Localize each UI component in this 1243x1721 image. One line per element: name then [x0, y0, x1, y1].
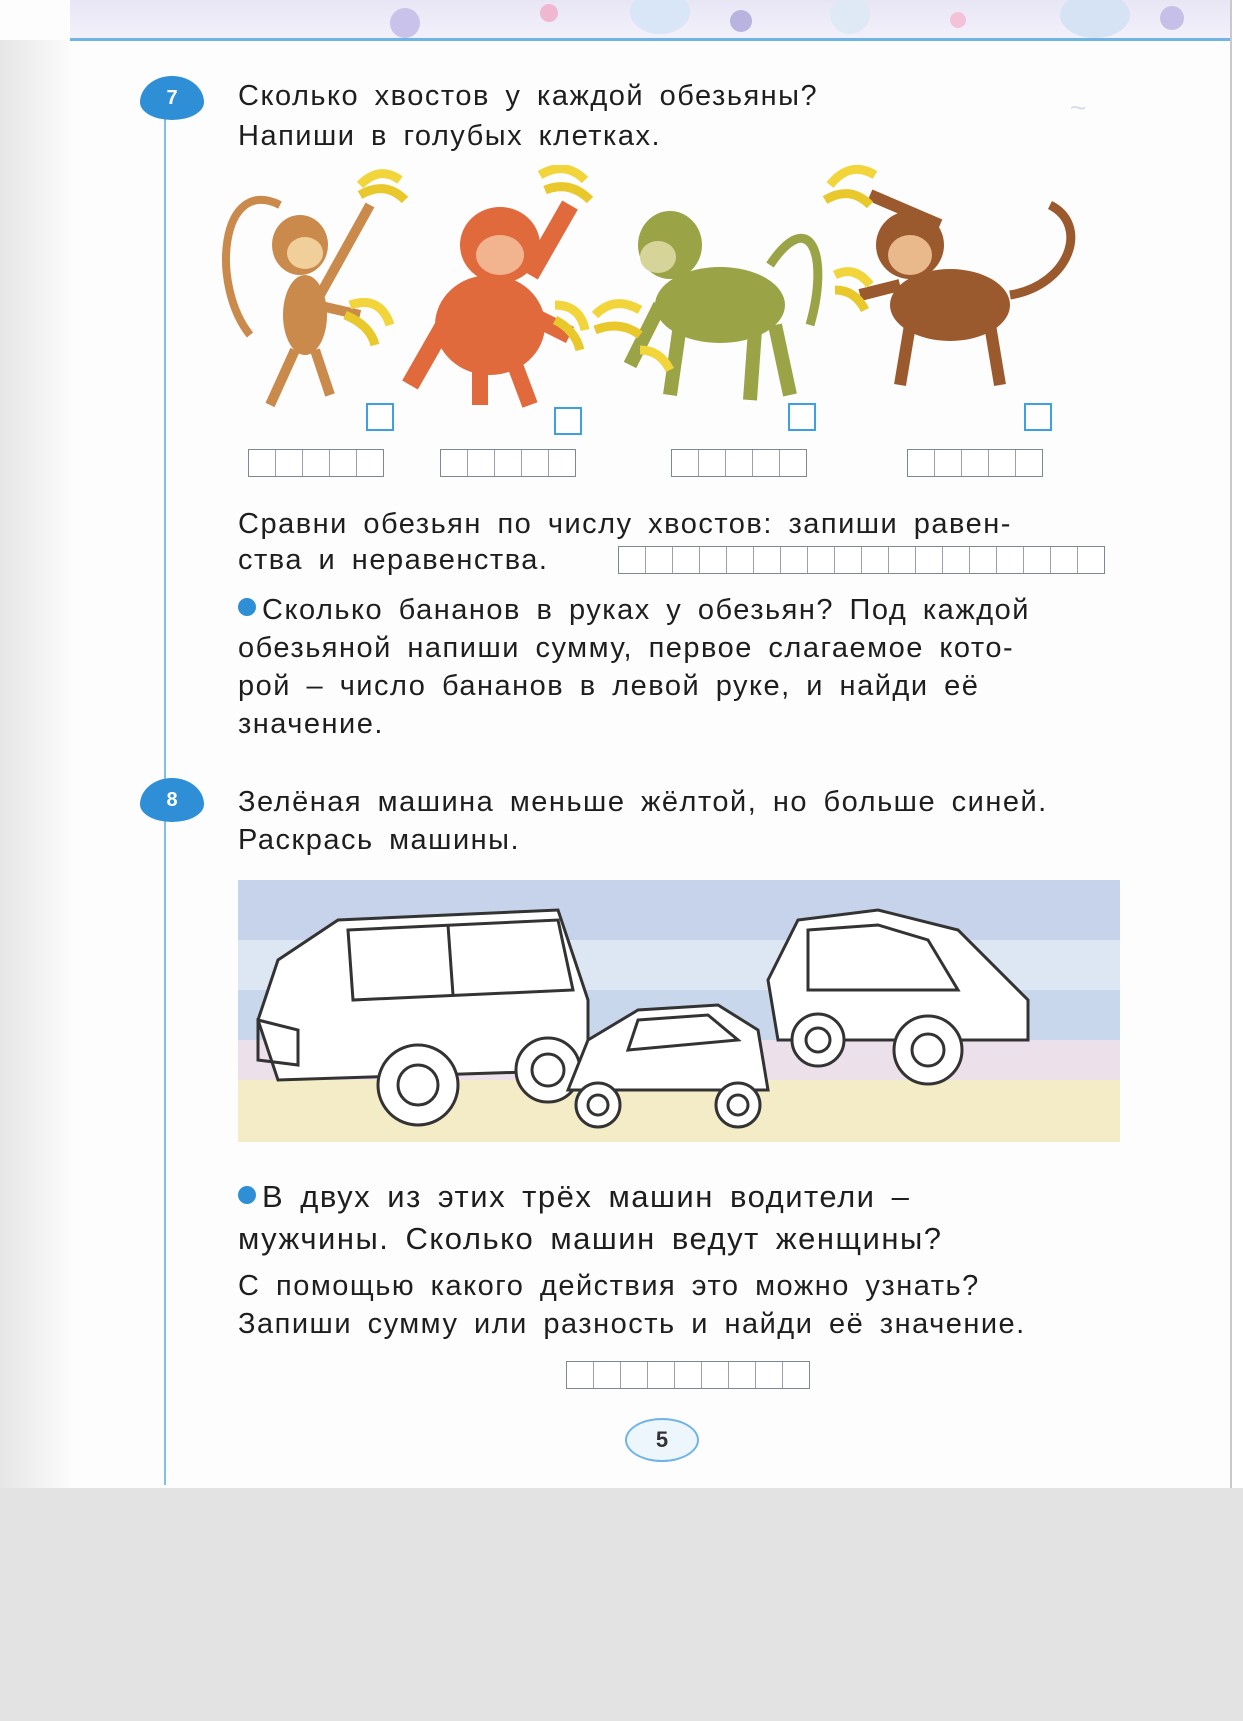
sum-cells-monkey-1[interactable]	[248, 449, 384, 477]
comparison-answer-cells[interactable]	[618, 546, 1105, 574]
tail-count-box-3[interactable]	[788, 403, 816, 431]
task-7-number: 7	[166, 87, 178, 109]
bananas-question-line-3: рой – число бананов в левой руке, и найди её	[238, 670, 980, 702]
sum-cells-monkey-4[interactable]	[907, 449, 1043, 477]
task-7-badge	[140, 76, 204, 120]
top-decoration-band	[70, 0, 1230, 40]
drivers-question-line-3: С помощью какого действия это можно узнать?	[238, 1270, 980, 1302]
bananas-question-line-2: обезьяной напиши сумму, первое слагаемое кото-	[238, 632, 1015, 664]
bananas-question-line-4: значение.	[238, 708, 384, 740]
task-8-badge	[140, 778, 204, 822]
orangutan-red-icon	[410, 205, 570, 405]
drivers-question-line-1: В двух из этих трёх машин водители –	[238, 1176, 910, 1218]
bullet-icon	[238, 598, 256, 616]
tail-count-box-1[interactable]	[366, 403, 394, 431]
task-8-question: Зелёная машина меньше жёлтой, но больше синей.	[238, 786, 1048, 818]
cars-illustration	[238, 880, 1120, 1142]
banana-bunch-icon	[345, 174, 405, 345]
monkey-tan-icon	[226, 200, 370, 405]
drivers-question-line-2: мужчины. Сколько машин ведут женщины?	[238, 1221, 943, 1256]
task-8-instruction: Раскрась машины.	[238, 824, 521, 856]
drivers-answer-cells[interactable]	[566, 1361, 810, 1389]
bullet-icon	[238, 1186, 256, 1204]
monkey-brown-icon	[860, 195, 1071, 385]
tail-count-box-4[interactable]	[1024, 403, 1052, 431]
bananas-question-line-1: Сколько бананов в руках у обезьян? Под каждой	[238, 592, 1030, 628]
drivers-question-line-4: Запиши сумму или разность и найди её значение.	[238, 1308, 1026, 1340]
scan-background	[0, 1488, 1243, 1721]
monkeys-illustration	[210, 165, 1130, 425]
baboon-green-icon	[630, 211, 818, 400]
bleed-through-text: ~	[1070, 92, 1088, 123]
compare-instruction-line-1: Сравни обезьян по числу хвостов: запиши равен-	[238, 508, 1012, 540]
sum-cells-monkey-3[interactable]	[671, 449, 807, 477]
task-7-instruction: Напиши в голубых клетках.	[238, 120, 662, 152]
page-number: 5	[625, 1418, 699, 1462]
task-8-number: 8	[166, 789, 178, 811]
page-binding-shadow	[0, 40, 70, 1488]
task-7-question: Сколько хвостов у каждой обезьяны?	[238, 80, 819, 112]
compare-instruction-line-2: ства и неравенства.	[238, 544, 549, 576]
tail-count-box-2[interactable]	[554, 407, 582, 435]
sum-cells-monkey-2[interactable]	[440, 449, 576, 477]
top-divider-line	[70, 38, 1230, 41]
